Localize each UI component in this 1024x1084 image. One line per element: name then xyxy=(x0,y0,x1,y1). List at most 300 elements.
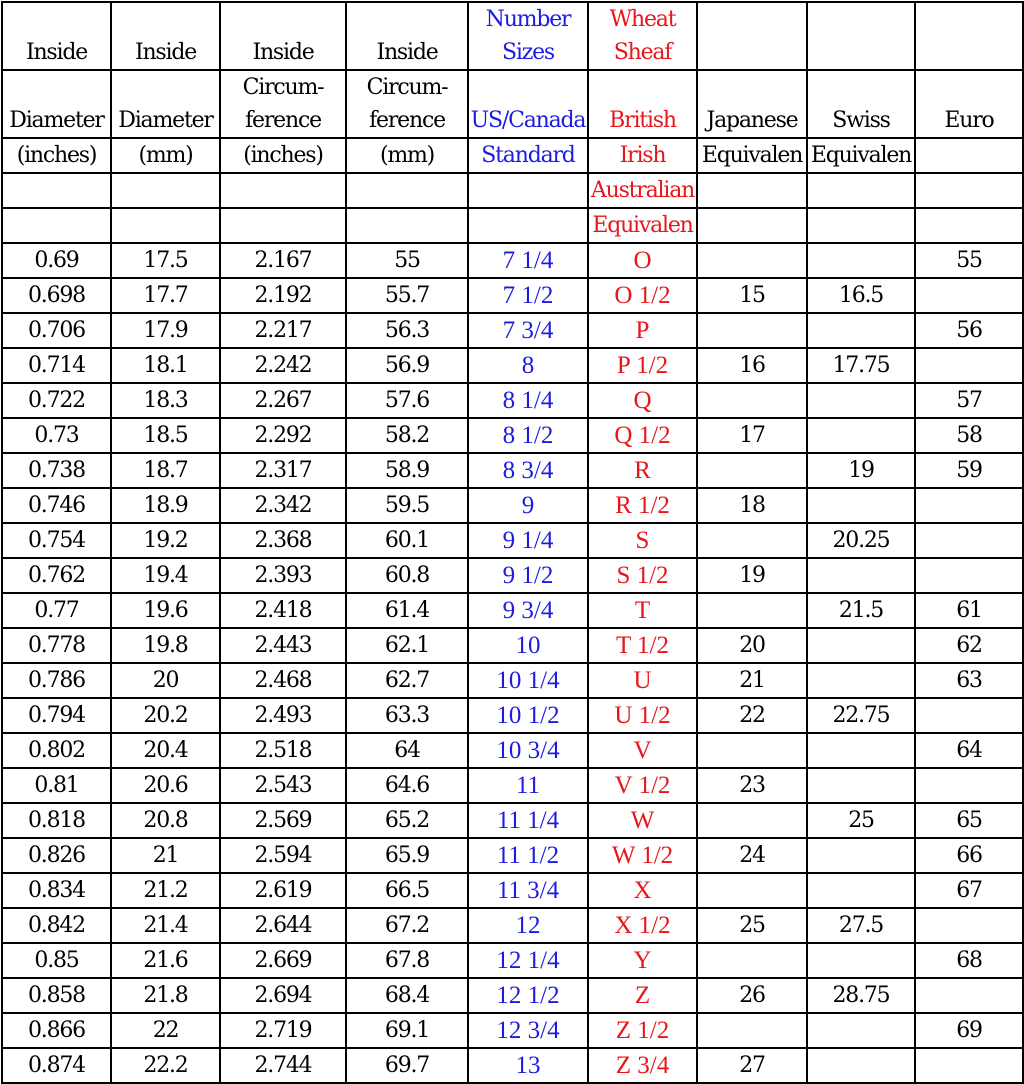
table-cell: 11 1/4 xyxy=(468,803,588,838)
table-cell: 0.73 xyxy=(2,418,111,453)
table-cell: 67 xyxy=(915,873,1023,908)
table-cell: 65 xyxy=(915,803,1023,838)
table-cell: 69 xyxy=(915,1013,1023,1048)
header-cell: Euro xyxy=(915,70,1023,138)
table-cell: 64 xyxy=(346,733,468,768)
table-cell: Q 1/2 xyxy=(588,418,697,453)
table-cell: 20 xyxy=(111,663,220,698)
header-cell xyxy=(468,208,588,243)
table-cell: 9 xyxy=(468,488,588,523)
table-cell: 56.9 xyxy=(346,348,468,383)
header-cell: Equivalen xyxy=(588,208,697,243)
table-cell xyxy=(807,558,915,593)
table-row xyxy=(2,873,1023,908)
header-row xyxy=(2,208,1023,243)
table-cell xyxy=(697,523,807,558)
table-cell: 7 1/2 xyxy=(468,278,588,313)
table-cell: 2.192 xyxy=(220,278,346,313)
table-cell: 67.2 xyxy=(346,908,468,943)
table-row xyxy=(2,1048,1023,1083)
table-cell xyxy=(697,803,807,838)
header-line: Number xyxy=(485,7,571,32)
table-cell: S 1/2 xyxy=(588,558,697,593)
table-cell: 0.738 xyxy=(2,453,111,488)
table-cell: 22 xyxy=(111,1013,220,1048)
table-cell xyxy=(807,628,915,663)
table-cell xyxy=(807,733,915,768)
table-header xyxy=(2,2,1023,243)
table-cell: 28.75 xyxy=(807,978,915,1013)
table-cell: 25 xyxy=(807,803,915,838)
table-cell: 19.2 xyxy=(111,523,220,558)
table-cell: 57.6 xyxy=(346,383,468,418)
table-cell xyxy=(915,558,1023,593)
header-cell: Diameter xyxy=(2,70,111,138)
table-cell: O xyxy=(588,243,697,278)
table-cell xyxy=(807,838,915,873)
table-row xyxy=(2,418,1023,453)
header-cell xyxy=(915,2,1023,70)
table-cell: 2.217 xyxy=(220,313,346,348)
table-cell: 20.4 xyxy=(111,733,220,768)
header-cell: (mm) xyxy=(346,138,468,173)
header-cell: British xyxy=(588,70,697,138)
table-cell: 16 xyxy=(697,348,807,383)
table-cell xyxy=(915,348,1023,383)
table-cell: 60.1 xyxy=(346,523,468,558)
header-line: ference xyxy=(245,108,321,133)
table-cell: 0.81 xyxy=(2,768,111,803)
header-cell: Inside xyxy=(220,2,346,70)
table-cell: U 1/2 xyxy=(588,698,697,733)
table-cell: Z xyxy=(588,978,697,1013)
table-cell: 22 xyxy=(697,698,807,733)
header-cell xyxy=(807,173,915,208)
table-cell: X xyxy=(588,873,697,908)
table-cell: 13 xyxy=(468,1048,588,1083)
table-cell: T xyxy=(588,593,697,628)
table-cell: 18.5 xyxy=(111,418,220,453)
table-cell: 19 xyxy=(697,558,807,593)
table-row xyxy=(2,663,1023,698)
table-cell: 0.818 xyxy=(2,803,111,838)
header-cell xyxy=(697,208,807,243)
table-cell: 20.25 xyxy=(807,523,915,558)
header-cell xyxy=(807,2,915,70)
table-cell xyxy=(697,733,807,768)
table-cell: U xyxy=(588,663,697,698)
table-cell: 15 xyxy=(697,278,807,313)
table-cell: 10 1/2 xyxy=(468,698,588,733)
table-cell xyxy=(915,768,1023,803)
table-cell: 67.8 xyxy=(346,943,468,978)
table-row xyxy=(2,453,1023,488)
table-cell: 26 xyxy=(697,978,807,1013)
table-cell: 0.778 xyxy=(2,628,111,663)
table-cell: 11 1/2 xyxy=(468,838,588,873)
table-cell: 62.7 xyxy=(346,663,468,698)
header-row xyxy=(2,2,1023,70)
table-cell: 58.2 xyxy=(346,418,468,453)
table-row xyxy=(2,908,1023,943)
table-row xyxy=(2,313,1023,348)
table-cell: 0.69 xyxy=(2,243,111,278)
header-cell xyxy=(915,173,1023,208)
table-cell: 12 1/2 xyxy=(468,978,588,1013)
header-cell xyxy=(111,173,220,208)
table-cell: 18.7 xyxy=(111,453,220,488)
header-cell xyxy=(2,208,111,243)
header-cell: Irish xyxy=(588,138,697,173)
table-cell: 17 xyxy=(697,418,807,453)
table-cell: 2.619 xyxy=(220,873,346,908)
table-cell xyxy=(915,978,1023,1013)
table-cell: 62.1 xyxy=(346,628,468,663)
table-cell: 2.518 xyxy=(220,733,346,768)
table-cell: 8 3/4 xyxy=(468,453,588,488)
table-cell: 0.842 xyxy=(2,908,111,943)
table-cell: S xyxy=(588,523,697,558)
header-cell xyxy=(2,173,111,208)
ring-size-table xyxy=(1,1,1024,1084)
header-cell xyxy=(697,173,807,208)
table-cell: 21.4 xyxy=(111,908,220,943)
table-cell: 18.3 xyxy=(111,383,220,418)
table-cell: 59 xyxy=(915,453,1023,488)
table-cell: 61.4 xyxy=(346,593,468,628)
table-row xyxy=(2,558,1023,593)
table-cell: 9 1/4 xyxy=(468,523,588,558)
table-cell: 17.75 xyxy=(807,348,915,383)
header-row xyxy=(2,138,1023,173)
table-cell: W 1/2 xyxy=(588,838,697,873)
table-cell: 0.786 xyxy=(2,663,111,698)
table-cell xyxy=(807,1013,915,1048)
table-cell: 0.722 xyxy=(2,383,111,418)
table-cell: 0.85 xyxy=(2,943,111,978)
table-cell xyxy=(807,663,915,698)
table-cell: 64 xyxy=(915,733,1023,768)
table-cell: P xyxy=(588,313,697,348)
table-cell xyxy=(697,383,807,418)
table-cell xyxy=(697,453,807,488)
table-cell: 17.7 xyxy=(111,278,220,313)
header-line: Sizes xyxy=(501,40,554,65)
header-cell: (mm) xyxy=(111,138,220,173)
header-cell: Japanese xyxy=(697,70,807,138)
table-cell: 0.866 xyxy=(2,1013,111,1048)
table-row xyxy=(2,838,1023,873)
table-cell: 62 xyxy=(915,628,1023,663)
header-cell: (inches) xyxy=(220,138,346,173)
table-cell: 65.9 xyxy=(346,838,468,873)
table-cell: 2.694 xyxy=(220,978,346,1013)
table-cell: 21.8 xyxy=(111,978,220,1013)
table-row xyxy=(2,768,1023,803)
table-cell: 27.5 xyxy=(807,908,915,943)
table-cell: P 1/2 xyxy=(588,348,697,383)
table-cell: 27 xyxy=(697,1048,807,1083)
table-cell: 0.762 xyxy=(2,558,111,593)
table-cell xyxy=(915,698,1023,733)
table-cell: 18.9 xyxy=(111,488,220,523)
table-cell: 20.6 xyxy=(111,768,220,803)
table-cell: 10 1/4 xyxy=(468,663,588,698)
table-cell: 58.9 xyxy=(346,453,468,488)
table-cell: 59.5 xyxy=(346,488,468,523)
table-cell: 2.569 xyxy=(220,803,346,838)
header-line: Circum- xyxy=(366,75,448,100)
table-cell: 55.7 xyxy=(346,278,468,313)
table-cell: 2.669 xyxy=(220,943,346,978)
table-cell: 2.242 xyxy=(220,348,346,383)
header-cell xyxy=(220,70,346,138)
table-cell: 2.644 xyxy=(220,908,346,943)
header-cell: Inside xyxy=(346,2,468,70)
table-row xyxy=(2,628,1023,663)
table-cell: 7 1/4 xyxy=(468,243,588,278)
header-cell: US/Canada xyxy=(468,70,588,138)
header-cell: Diameter xyxy=(111,70,220,138)
table-cell: 68 xyxy=(915,943,1023,978)
table-cell: 0.826 xyxy=(2,838,111,873)
table-cell: 2.594 xyxy=(220,838,346,873)
table-cell: 2.368 xyxy=(220,523,346,558)
header-cell xyxy=(807,208,915,243)
table-row xyxy=(2,698,1023,733)
table-cell: 0.858 xyxy=(2,978,111,1013)
table-cell xyxy=(915,488,1023,523)
table-cell: 18.1 xyxy=(111,348,220,383)
table-cell: 2.543 xyxy=(220,768,346,803)
table-cell: V 1/2 xyxy=(588,768,697,803)
table-cell: R 1/2 xyxy=(588,488,697,523)
header-cell xyxy=(915,208,1023,243)
table-cell: 66.5 xyxy=(346,873,468,908)
table-cell: 20.2 xyxy=(111,698,220,733)
table-cell: 0.874 xyxy=(2,1048,111,1083)
table-cell: 0.754 xyxy=(2,523,111,558)
table-cell: 66 xyxy=(915,838,1023,873)
table-cell: Z 3/4 xyxy=(588,1048,697,1083)
table-cell xyxy=(807,383,915,418)
table-row xyxy=(2,348,1023,383)
table-cell: 24 xyxy=(697,838,807,873)
table-cell: 17.5 xyxy=(111,243,220,278)
table-cell: 2.493 xyxy=(220,698,346,733)
table-cell xyxy=(697,243,807,278)
table-cell: 21 xyxy=(111,838,220,873)
header-cell xyxy=(220,208,346,243)
table-cell xyxy=(807,768,915,803)
header-cell xyxy=(697,2,807,70)
table-row xyxy=(2,803,1023,838)
table-cell: 23 xyxy=(697,768,807,803)
table-cell: 21.2 xyxy=(111,873,220,908)
header-cell: Australian xyxy=(588,173,697,208)
table-cell: 2.719 xyxy=(220,1013,346,1048)
table-cell xyxy=(697,1013,807,1048)
table-cell: 19 xyxy=(807,453,915,488)
header-line: ference xyxy=(369,108,445,133)
table-cell: 9 3/4 xyxy=(468,593,588,628)
header-cell xyxy=(220,173,346,208)
table-cell: 21 xyxy=(697,663,807,698)
header-cell: Swiss xyxy=(807,70,915,138)
table-cell: 2.468 xyxy=(220,663,346,698)
table-cell: 10 3/4 xyxy=(468,733,588,768)
table-cell: X 1/2 xyxy=(588,908,697,943)
table-cell: 2.744 xyxy=(220,1048,346,1083)
table-row xyxy=(2,978,1023,1013)
header-cell: Equivalen xyxy=(807,138,915,173)
table-cell: 8 1/4 xyxy=(468,383,588,418)
table-cell: 2.443 xyxy=(220,628,346,663)
table-cell: 19.4 xyxy=(111,558,220,593)
table-cell xyxy=(807,313,915,348)
table-cell xyxy=(807,873,915,908)
table-cell: 55 xyxy=(915,243,1023,278)
table-row xyxy=(2,523,1023,558)
header-row xyxy=(2,70,1023,138)
table-row xyxy=(2,488,1023,523)
table-cell: V xyxy=(588,733,697,768)
table-cell: 64.6 xyxy=(346,768,468,803)
table-cell xyxy=(807,943,915,978)
table-cell: R xyxy=(588,453,697,488)
table-cell: 25 xyxy=(697,908,807,943)
table-cell: 2.317 xyxy=(220,453,346,488)
table-cell: 19.8 xyxy=(111,628,220,663)
table-cell xyxy=(807,1048,915,1083)
table-cell: 68.4 xyxy=(346,978,468,1013)
table-cell xyxy=(697,593,807,628)
table-cell: O 1/2 xyxy=(588,278,697,313)
table-row xyxy=(2,243,1023,278)
header-row xyxy=(2,173,1023,208)
table-cell: 58 xyxy=(915,418,1023,453)
table-cell: 21.6 xyxy=(111,943,220,978)
table-cell: 60.8 xyxy=(346,558,468,593)
header-cell: Inside xyxy=(111,2,220,70)
table-cell: 21.5 xyxy=(807,593,915,628)
table-cell: 0.746 xyxy=(2,488,111,523)
header-cell: Standard xyxy=(468,138,588,173)
table-cell: 11 3/4 xyxy=(468,873,588,908)
table-cell: 0.802 xyxy=(2,733,111,768)
header-cell xyxy=(346,173,468,208)
table-cell: 56 xyxy=(915,313,1023,348)
table-cell: 0.698 xyxy=(2,278,111,313)
table-cell: 0.714 xyxy=(2,348,111,383)
table-cell: T 1/2 xyxy=(588,628,697,663)
table-cell: 63 xyxy=(915,663,1023,698)
header-cell xyxy=(346,70,468,138)
header-cell xyxy=(915,138,1023,173)
table-row xyxy=(2,1013,1023,1048)
table-cell: 69.7 xyxy=(346,1048,468,1083)
header-cell xyxy=(346,208,468,243)
table-cell: 0.834 xyxy=(2,873,111,908)
table-cell: 22.75 xyxy=(807,698,915,733)
header-cell: (inches) xyxy=(2,138,111,173)
table-cell: 12 xyxy=(468,908,588,943)
table-cell: 7 3/4 xyxy=(468,313,588,348)
table-cell xyxy=(915,1048,1023,1083)
table-cell: 0.706 xyxy=(2,313,111,348)
header-cell xyxy=(111,208,220,243)
table-cell: 57 xyxy=(915,383,1023,418)
table-cell xyxy=(697,313,807,348)
table-cell xyxy=(915,908,1023,943)
table-cell: Y xyxy=(588,943,697,978)
header-cell: Equivalen xyxy=(697,138,807,173)
table-cell: 8 1/2 xyxy=(468,418,588,453)
header-line: Sheaf xyxy=(613,40,672,65)
table-cell xyxy=(697,873,807,908)
table-body xyxy=(2,243,1023,1083)
header-cell xyxy=(468,173,588,208)
table-cell: 2.418 xyxy=(220,593,346,628)
table-row xyxy=(2,593,1023,628)
table-cell: 9 1/2 xyxy=(468,558,588,593)
table-cell: 0.794 xyxy=(2,698,111,733)
table-cell: 2.393 xyxy=(220,558,346,593)
table-row xyxy=(2,733,1023,768)
table-cell: 12 1/4 xyxy=(468,943,588,978)
table-cell: 16.5 xyxy=(807,278,915,313)
header-line: Circum- xyxy=(242,75,324,100)
table-cell: 63.3 xyxy=(346,698,468,733)
table-cell: Q xyxy=(588,383,697,418)
header-cell: Inside xyxy=(2,2,111,70)
table-cell: 2.167 xyxy=(220,243,346,278)
table-row xyxy=(2,278,1023,313)
table-cell: 56.3 xyxy=(346,313,468,348)
table-cell: 20.8 xyxy=(111,803,220,838)
table-cell: 10 xyxy=(468,628,588,663)
header-line: Wheat xyxy=(609,7,676,32)
table-cell: 17.9 xyxy=(111,313,220,348)
table-cell: 20 xyxy=(697,628,807,663)
table-cell: 8 xyxy=(468,348,588,383)
table-row xyxy=(2,383,1023,418)
table-cell xyxy=(807,488,915,523)
table-cell: 65.2 xyxy=(346,803,468,838)
table-cell: 12 3/4 xyxy=(468,1013,588,1048)
table-row xyxy=(2,943,1023,978)
table-cell: 2.267 xyxy=(220,383,346,418)
table-cell: 2.292 xyxy=(220,418,346,453)
table-cell: W xyxy=(588,803,697,838)
table-cell xyxy=(915,278,1023,313)
table-cell: 0.77 xyxy=(2,593,111,628)
table-cell xyxy=(807,243,915,278)
table-cell: 18 xyxy=(697,488,807,523)
table-cell: 61 xyxy=(915,593,1023,628)
header-cell xyxy=(468,2,588,70)
table-cell: 55 xyxy=(346,243,468,278)
table-cell xyxy=(915,523,1023,558)
table-cell: 69.1 xyxy=(346,1013,468,1048)
table-cell: 2.342 xyxy=(220,488,346,523)
table-cell: Z 1/2 xyxy=(588,1013,697,1048)
table-cell: 22.2 xyxy=(111,1048,220,1083)
header-cell xyxy=(588,2,697,70)
table-cell xyxy=(697,943,807,978)
table-cell: 19.6 xyxy=(111,593,220,628)
table-cell xyxy=(807,418,915,453)
